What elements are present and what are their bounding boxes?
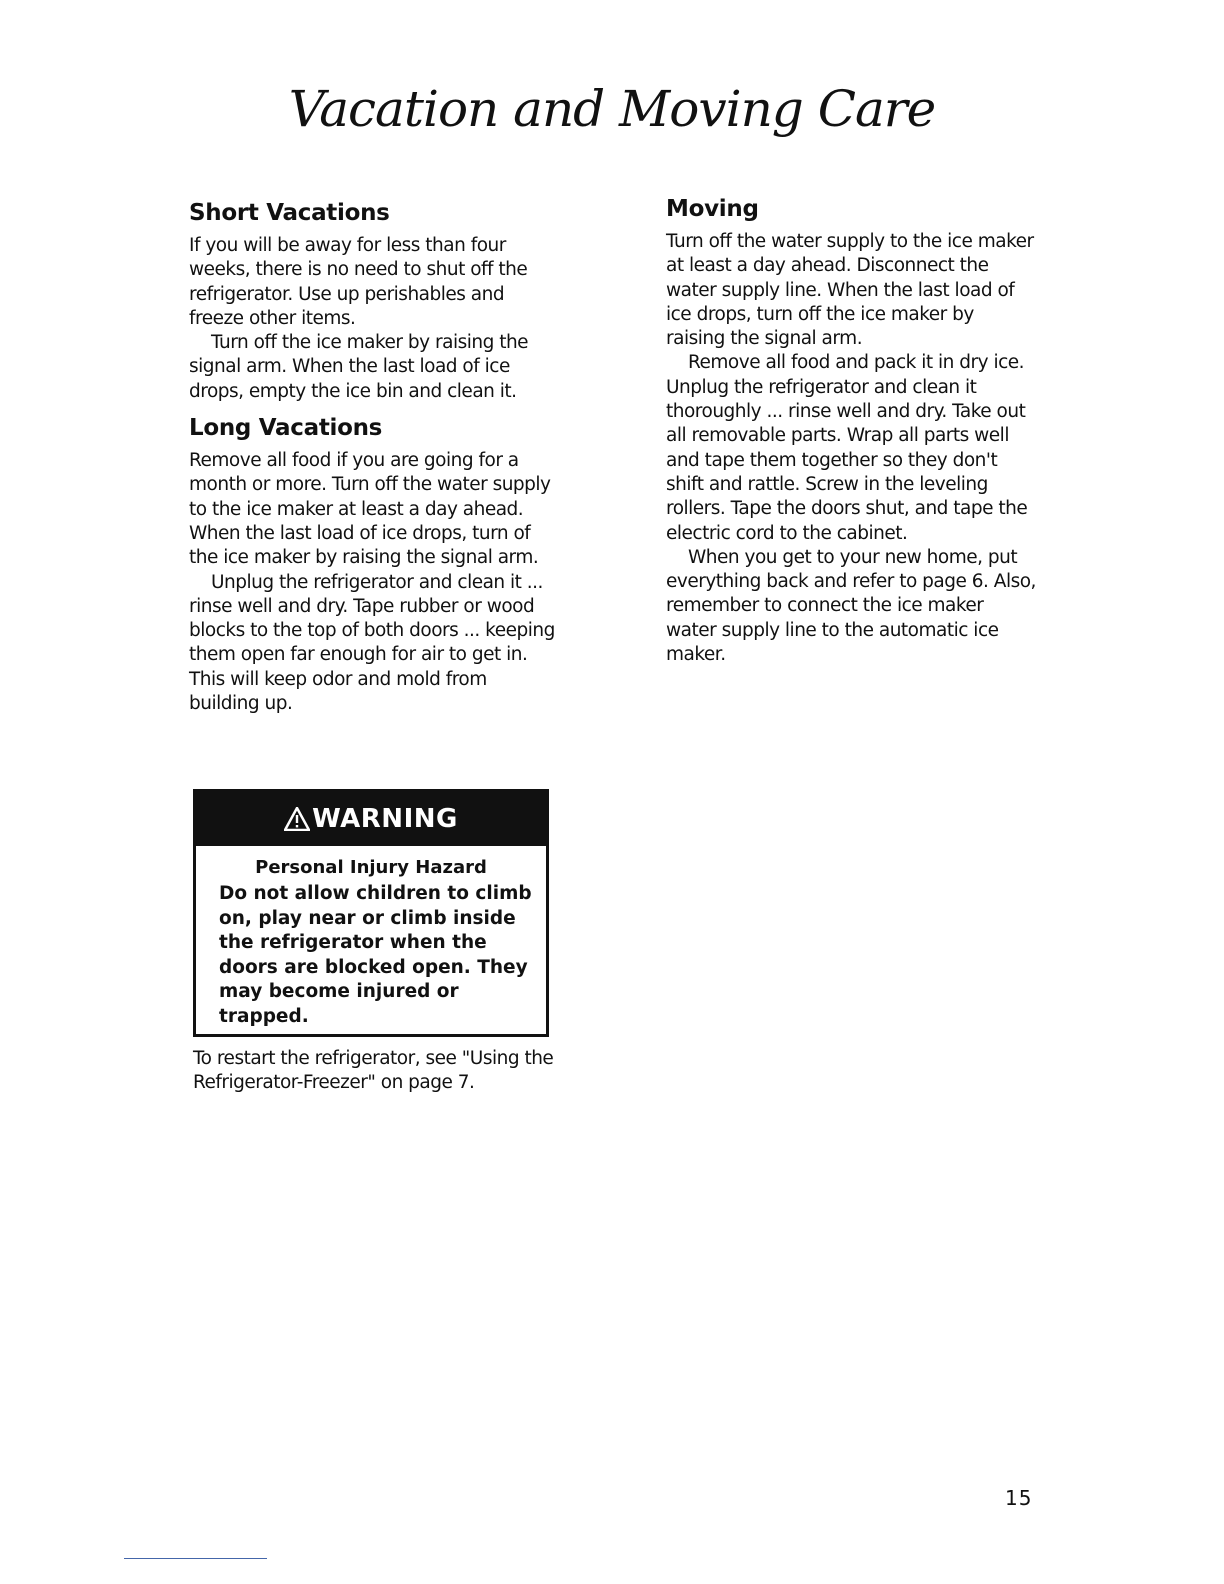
long-vacations-paragraph-2: Unplug the refrigerator and clean it ... rinse well and dry. Tape rubber or wood blocks to the top of both doors ... keeping them open far enough for air to get in. This will keep odor and mold from building up.	[189, 571, 555, 715]
short-vacations-paragraph-1: If you will be away for less than four weeks, there is no need to shut off the refrigerator. Use up perishables and freeze other items.	[189, 235, 528, 329]
restart-note: To restart the refrigerator, see "Using the Refrigerator-Freezer" on page 7.	[193, 1048, 554, 1094]
short-vacations-heading: Short Vacations	[189, 200, 390, 226]
footer-rule	[124, 1558, 267, 1559]
warning-label: WARNING	[312, 804, 458, 834]
warning-header	[196, 792, 546, 846]
long-vacations-heading: Long Vacations	[189, 415, 383, 442]
page-title: Vacation and Moving Care	[288, 80, 936, 138]
page-number: 15	[1005, 1486, 1033, 1510]
warning-body: Do not allow children to climb on, play near or climb inside the refrigerator when the doors are blocked open. They may become injured or trapped.	[219, 883, 532, 1027]
right-column	[666, 194, 1038, 667]
moving-paragraph-3: When you get to your new home, put everything back and refer to page 6. Also, remember to connect the ice maker water supply line to the automatic ice maker.	[666, 546, 1036, 666]
short-vacations-paragraph-2: Turn off the ice maker by raising the signal arm. When the last load of ice drops, empty the ice bin and clean it.	[189, 332, 529, 402]
warning-triangle-icon	[284, 807, 310, 831]
warning-box	[193, 789, 549, 1037]
moving-paragraph-1: Turn off the water supply to the ice maker at least a day ahead. Disconnect the water supply line. When the last load of ice drops, turn off the ice maker by raising the signal arm.	[666, 231, 1034, 350]
moving-paragraph-2: Remove all food and pack it in dry ice. Unplug the refrigerator and clean it thoroughly ... rinse well and dry. Take out all removable parts. Wrap all parts well and tape them together so they don't shift and rattle. Screw in the leveling rollers. Tape the doors shut, and tape the electric cord to the cabinet.	[666, 352, 1028, 544]
long-vacations-paragraph-1: Remove all food if you are going for a month or more. Turn off the water supply to the ice maker at least a day ahead. When the last load of ice drops, turn of the ice maker by raising the signal arm.	[189, 450, 551, 569]
warning-subheading: Personal Injury Hazard	[255, 857, 487, 878]
moving-heading: Moving	[666, 196, 759, 222]
left-column	[189, 198, 561, 716]
